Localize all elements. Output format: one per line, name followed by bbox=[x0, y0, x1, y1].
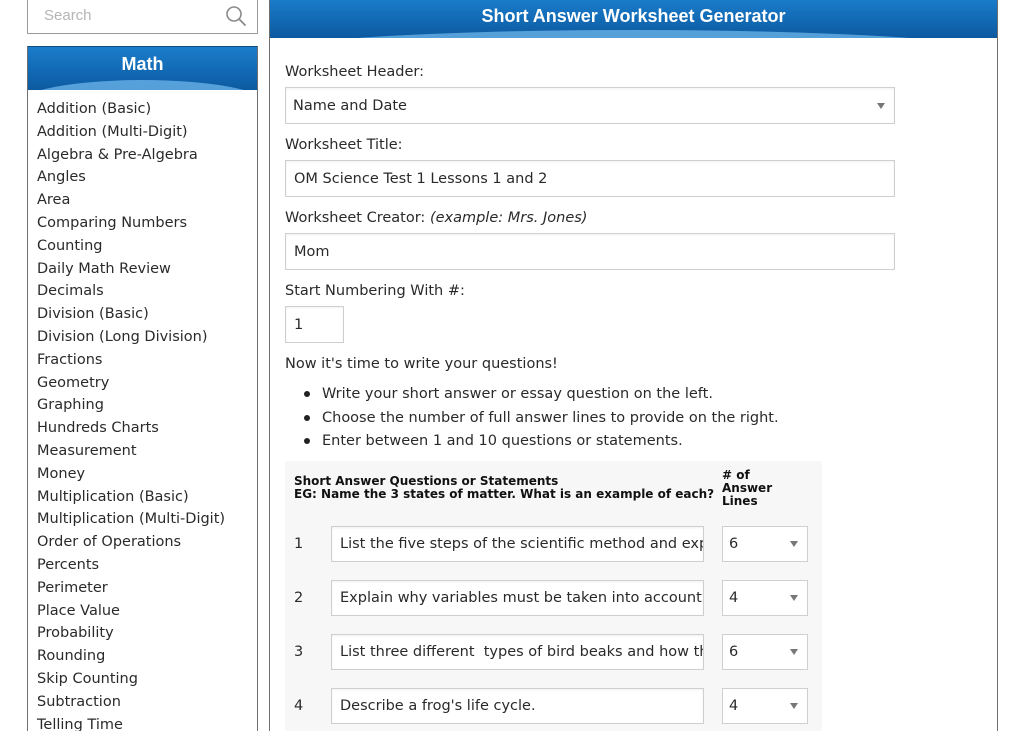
sidebar-item[interactable]: Hundreds Charts bbox=[37, 420, 159, 437]
header-select[interactable] bbox=[285, 87, 895, 124]
sidebar-item[interactable]: Perimeter bbox=[37, 579, 108, 596]
intro-text: Now it's time to write your questions! bbox=[285, 356, 558, 372]
answer-lines-header-1: # of bbox=[722, 468, 750, 482]
sidebar-item[interactable]: Money bbox=[37, 465, 86, 482]
questions-header-example: EG: Name the 3 states of matter. What is an example of each? bbox=[294, 487, 715, 501]
sidebar-item[interactable]: Order of Operations bbox=[37, 534, 182, 551]
sidebar-item[interactable]: Algebra & Pre-Algebra bbox=[37, 146, 198, 163]
page-title: Short Answer Worksheet Generator bbox=[481, 6, 786, 26]
sidebar-item[interactable]: Angles bbox=[37, 169, 86, 186]
creator-label bbox=[285, 210, 587, 226]
chevron-down-icon bbox=[790, 649, 798, 655]
numbering-label: Start Numbering With #: bbox=[285, 283, 465, 299]
sidebar-item[interactable]: Probability bbox=[37, 625, 114, 642]
question-input-wrap bbox=[331, 526, 704, 562]
instruction-item: Write your short answer or essay question on the left. bbox=[304, 383, 779, 407]
instruction-item: Enter between 1 and 10 questions or statements. bbox=[304, 430, 779, 454]
chevron-down-icon bbox=[790, 703, 798, 709]
sidebar-item[interactable]: Graphing bbox=[37, 397, 104, 414]
sidebar-item[interactable]: Rounding bbox=[37, 648, 106, 665]
question-number: 4 bbox=[294, 698, 304, 714]
creator-label-text: Worksheet Creator: bbox=[285, 210, 426, 226]
sidebar-item[interactable]: Addition (Multi-Digit) bbox=[37, 123, 188, 140]
creator-field[interactable] bbox=[286, 234, 894, 269]
sidebar-header bbox=[28, 46, 257, 90]
sidebar-item[interactable]: Percents bbox=[37, 556, 100, 573]
title-field-wrap bbox=[285, 160, 895, 197]
question-number: 1 bbox=[294, 536, 304, 552]
answer-lines-value: 4 bbox=[729, 698, 739, 714]
question-input[interactable] bbox=[332, 635, 703, 669]
answer-lines-select[interactable] bbox=[722, 688, 808, 724]
questions-header-title: Short Answer Questions or Statements bbox=[294, 474, 559, 488]
question-number: 3 bbox=[294, 644, 304, 660]
answer-lines-select[interactable] bbox=[722, 580, 808, 616]
creator-field-wrap bbox=[285, 233, 895, 270]
answer-lines-select[interactable] bbox=[722, 526, 808, 562]
answer-lines-column-header bbox=[722, 469, 772, 508]
question-input-wrap bbox=[331, 688, 704, 724]
header-select-value: Name and Date bbox=[293, 97, 407, 114]
chevron-down-icon bbox=[790, 541, 798, 547]
question-input[interactable] bbox=[332, 527, 703, 561]
search-box bbox=[27, 0, 258, 34]
answer-lines-header-2: Answer bbox=[722, 481, 773, 495]
answer-lines-select[interactable] bbox=[722, 634, 808, 670]
answer-lines-header-3: Lines bbox=[722, 494, 758, 508]
answer-lines-value: 6 bbox=[729, 536, 739, 552]
sidebar-item[interactable]: Multiplication (Multi-Digit) bbox=[37, 511, 226, 528]
sidebar-item[interactable]: Telling Time bbox=[37, 716, 123, 731]
sidebar-item[interactable]: Daily Math Review bbox=[37, 260, 171, 277]
sidebar-item[interactable]: Addition (Basic) bbox=[37, 101, 152, 117]
chevron-down-icon bbox=[877, 103, 885, 109]
sidebar-item[interactable]: Geometry bbox=[37, 374, 110, 391]
numbering-field-wrap bbox=[285, 306, 344, 343]
sidebar-item[interactable]: Area bbox=[37, 192, 71, 209]
questions-column-header bbox=[294, 475, 714, 501]
sidebar-list bbox=[28, 90, 257, 731]
sidebar-item[interactable]: Division (Long Division) bbox=[37, 328, 208, 345]
main-header bbox=[270, 0, 997, 38]
sidebar-title: Math bbox=[121, 54, 164, 74]
main-panel bbox=[269, 0, 998, 731]
title-field[interactable] bbox=[286, 161, 894, 196]
sidebar-item[interactable]: Fractions bbox=[37, 351, 103, 368]
sidebar-item[interactable]: Counting bbox=[37, 237, 103, 254]
question-number: 2 bbox=[294, 590, 304, 606]
question-input-wrap bbox=[331, 634, 704, 670]
search-icon[interactable] bbox=[225, 5, 247, 27]
sidebar-item[interactable]: Multiplication (Basic) bbox=[37, 488, 189, 505]
question-input[interactable] bbox=[332, 689, 703, 723]
answer-lines-value: 4 bbox=[729, 590, 739, 606]
instructions-list bbox=[304, 383, 779, 454]
question-input-wrap bbox=[331, 580, 704, 616]
sidebar-item[interactable]: Comparing Numbers bbox=[37, 214, 188, 231]
search-input[interactable] bbox=[28, 0, 218, 31]
sidebar bbox=[27, 46, 258, 731]
sidebar-item[interactable]: Skip Counting bbox=[37, 670, 138, 687]
creator-example: (example: Mrs. Jones) bbox=[429, 210, 588, 226]
sidebar-item[interactable]: Subtraction bbox=[37, 693, 121, 710]
answer-lines-value: 6 bbox=[729, 644, 739, 660]
question-input[interactable] bbox=[332, 581, 703, 615]
sidebar-item[interactable]: Decimals bbox=[37, 283, 104, 300]
numbering-field[interactable] bbox=[286, 307, 343, 342]
questions-table bbox=[285, 461, 822, 731]
sidebar-item[interactable]: Measurement bbox=[37, 442, 137, 459]
sidebar-item[interactable]: Division (Basic) bbox=[37, 306, 149, 323]
chevron-down-icon bbox=[790, 595, 798, 601]
sidebar-item[interactable]: Place Value bbox=[37, 602, 120, 619]
title-label: Worksheet Title: bbox=[285, 137, 403, 153]
instruction-item: Choose the number of full answer lines to provide on the right. bbox=[304, 407, 779, 431]
header-label: Worksheet Header: bbox=[285, 64, 425, 80]
